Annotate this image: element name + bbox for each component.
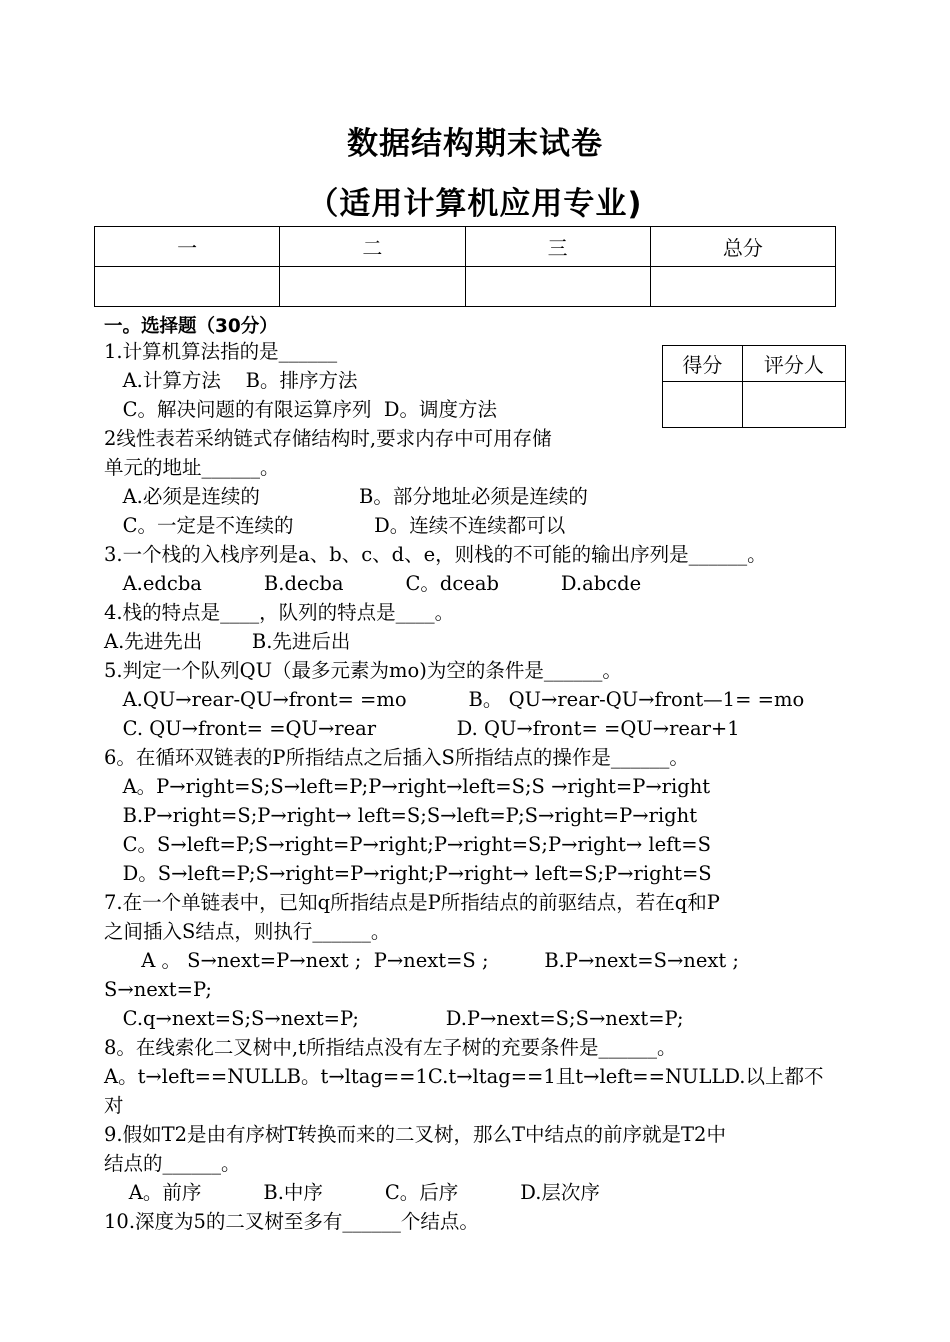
question-text: 10.深度为5的二叉树至多有______个结点。 [104, 1210, 479, 1233]
question-text: 6。在循环双链表的P所指结点之后插入S所指结点的操作是______。 [104, 746, 689, 769]
grader-score-cell [663, 382, 743, 428]
score-header-3: 三 [465, 227, 650, 267]
option-line: 对 [104, 1094, 124, 1117]
option-line: C.q→next=S;S→next=P; D.P→next=S;S→next=P; [104, 1007, 684, 1030]
option-line: A.先进先出 B.先进后出 [104, 630, 351, 653]
option-line: C。解决问题的有限运算序列 D。调度方法 [104, 398, 498, 421]
option-line: C。S→left=P;S→right=P→right;P→right=S;P→right→ left=S [104, 833, 711, 856]
option-line: B.P→right=S;P→right→ left=S;S→left=P;S→right=P→right [104, 804, 698, 827]
question-text: 单元的地址______。 [104, 456, 280, 479]
question-text: 4.栈的特点是____，队列的特点是____。 [104, 601, 455, 624]
score-cell-total [650, 267, 835, 307]
question-text: 1.计算机算法指的是______ [104, 340, 338, 363]
page-title: 数据结构期末试卷 [347, 126, 603, 162]
question-text: 3.一个栈的入栈序列是a、b、c、d、e，则栈的不可能的输出序列是______。 [104, 543, 767, 566]
option-line: A.必须是连续的 B。部分地址必须是连续的 [104, 485, 588, 508]
option-line: C. QU→front= =QU→rear D. QU→front= =QU→rear+1 [104, 717, 740, 740]
question-text: 7.在一个单链表中，已知q所指结点是P所指结点的前驱结点，若在q和P [104, 891, 720, 914]
option-line: A.QU→rear-QU→front= =mo B。 QU→rear-QU→front—1= =mo [104, 688, 805, 711]
option-line: C。一定是不连续的 D。连续不连续都可以 [104, 514, 566, 537]
question-text: 9.假如T2是由有序树T转换而来的二叉树，那么T中结点的前序就是T2中 [104, 1123, 726, 1146]
score-cell-2 [280, 267, 465, 307]
question-text: 5.判定一个队列QU（最多元素为mo)为空的条件是______。 [104, 659, 622, 682]
question-text: 之间插入S结点，则执行______。 [104, 920, 391, 943]
option-line: A.计算方法 B。排序方法 [104, 369, 358, 392]
score-cell-1 [95, 267, 280, 307]
question-text: 结点的______。 [104, 1152, 241, 1175]
page-subtitle: （适用计算机应用专业) [307, 186, 643, 222]
option-line: A。t→left==NULLB。t→ltag==1C.t→ltag==1且t→left==NULLD.以上都不 [104, 1065, 824, 1088]
option-line: S→next=P; [104, 978, 212, 1001]
section-heading: 一。选择题（30分） [104, 316, 278, 337]
score-header-total: 总分 [650, 227, 835, 267]
grader-label-grader: 评分人 [742, 346, 845, 382]
score-cell-3 [465, 267, 650, 307]
grader-name-cell [742, 382, 845, 428]
question-text: 2线性表若采纳链式存储结构时,要求内存中可用存储 [104, 427, 552, 450]
grader-box [662, 345, 846, 428]
option-line: A 。 S→next=P→next ; P→next=S ; B.P→next=S→next ; [104, 949, 739, 972]
option-line: D。S→left=P;S→right=P→right;P→right→ left=S;P→right=S [104, 862, 712, 885]
option-line: A.edcba B.decba C。dceab D.abcde [104, 572, 642, 595]
option-line: A。前序 B.中序 C。后序 D.层次序 [104, 1181, 600, 1204]
question-text: 8。在线索化二叉树中,t所指结点没有左子树的充要条件是______。 [104, 1036, 677, 1059]
score-header-2: 二 [280, 227, 465, 267]
option-line: A。P→right=S;S→left=P;P→right→left=S;S →right=P→right [104, 775, 711, 798]
score-table [94, 226, 836, 307]
grader-label-score: 得分 [663, 346, 743, 382]
score-header-1: 一 [95, 227, 280, 267]
